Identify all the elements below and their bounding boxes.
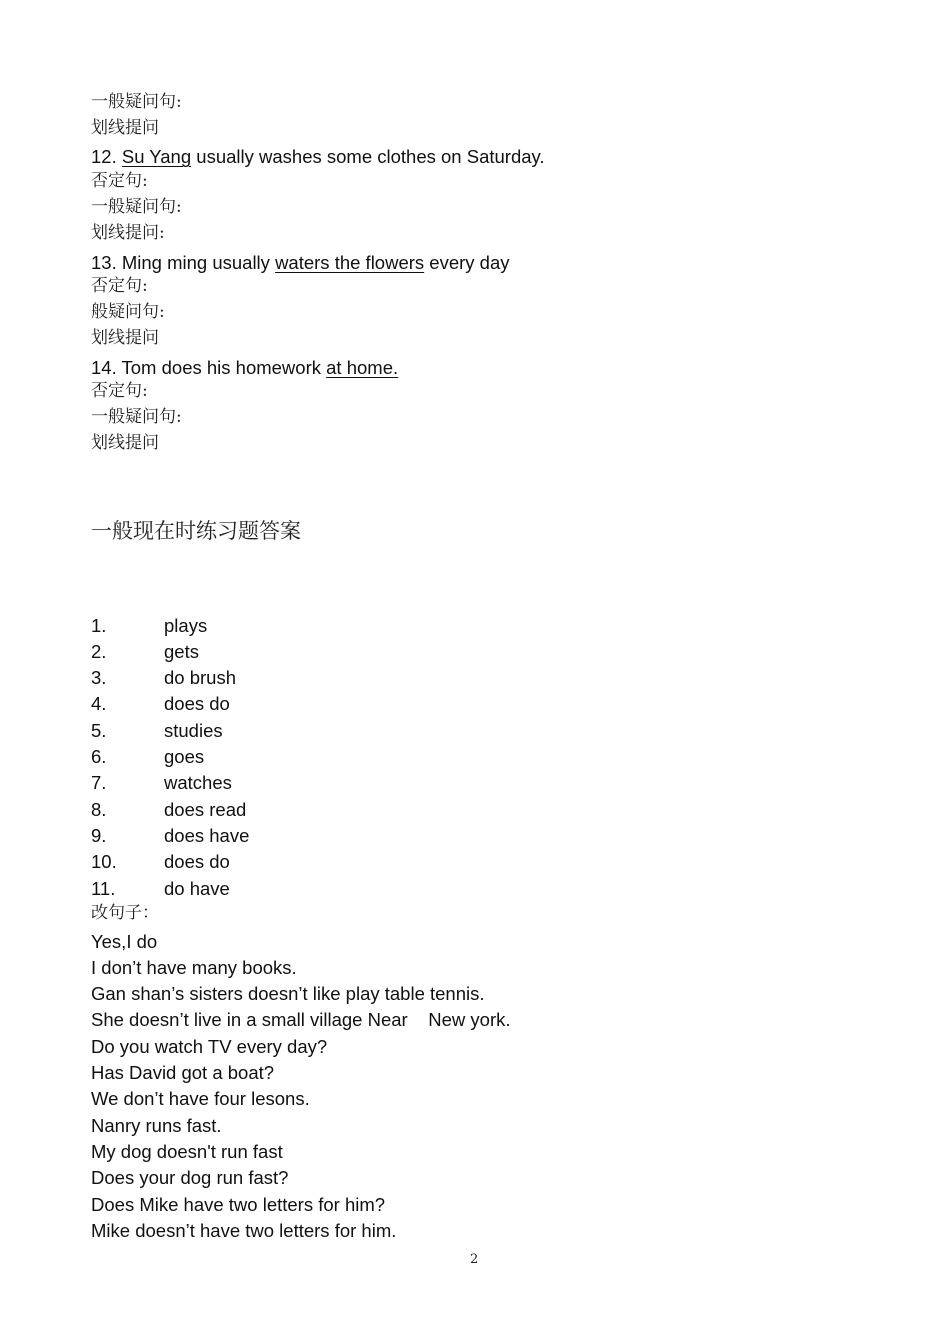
answer-number: 6. [91, 746, 107, 767]
answer-value: does do [164, 693, 230, 714]
q11-general-question-label: 一般疑问句: [91, 92, 182, 112]
answer-value: do have [164, 878, 230, 899]
answers-heading: 一般现在时练习题答案 [91, 519, 301, 543]
q13-underlined-phrase: waters the flowers [275, 252, 425, 273]
q12-underline-question-label: 划线提问: [91, 223, 165, 243]
rewrite-answer: I don’t have many books. [91, 957, 297, 978]
q13-sentence [91, 254, 510, 273]
rewrite-answer: Mike doesn’t have two letters for him. [91, 1220, 397, 1241]
q12-sentence [91, 148, 545, 167]
q14-underlined-phrase: at home. [326, 357, 399, 378]
rewrite-answer: Has David got a boat? [91, 1062, 275, 1083]
answer-number: 3. [91, 667, 107, 688]
rewrite-answer: We don’t have four lesons. [91, 1088, 310, 1109]
answer-value: gets [164, 641, 199, 662]
q12-negative-label: 否定句: [91, 171, 148, 191]
rewrite-answer: Does your dog run fast? [91, 1167, 289, 1188]
rewrite-answer: Gan shan’s sisters doesn’t like play table tennis. [91, 983, 485, 1004]
answer-value: plays [164, 615, 208, 636]
q12-underlined-phrase: Su Yang [121, 146, 192, 167]
answer-number: 7. [91, 772, 107, 793]
q12-number: 12. [91, 146, 117, 167]
q14-negative-label: 否定句: [91, 381, 148, 401]
q14-general-question-label: 一般疑问句: [91, 407, 182, 427]
answer-value: goes [164, 746, 205, 767]
q13-underline-question-label: 划线提问 [91, 328, 159, 348]
answer-value: does have [164, 825, 250, 846]
q14-prefix: 14. Tom does his homework [91, 357, 327, 378]
q13-prefix: 13. Ming ming usually [91, 252, 276, 273]
answer-number: 2. [91, 641, 107, 662]
answer-number: 4. [91, 693, 107, 714]
rewrite-answer: Does Mike have two letters for him? [91, 1194, 386, 1215]
answer-number: 9. [91, 825, 107, 846]
q11-underline-question-label: 划线提问 [91, 118, 159, 138]
q12-general-question-label: 一般疑问句: [91, 197, 182, 217]
q13-general-question-label: 般疑问句: [91, 302, 165, 322]
answer-value: do brush [164, 667, 236, 688]
q14-underline-question-label: 划线提问 [91, 433, 159, 453]
rewrite-answer: Yes,I do [91, 931, 158, 952]
answer-number: 11. [91, 878, 116, 899]
answer-number: 5. [91, 720, 107, 741]
page-number: 2 [470, 1252, 479, 1267]
rewrite-answer: Nanry runs fast. [91, 1115, 222, 1136]
rewrite-answer: She doesn’t live in a small village Near New york. [91, 1009, 511, 1030]
q12-rest: usually washes some clothes on Saturday. [191, 146, 545, 167]
answer-value: watches [164, 772, 232, 793]
q13-negative-label: 否定句: [91, 276, 148, 296]
q13-rest: every day [424, 252, 510, 273]
answer-value: does do [164, 851, 230, 872]
answer-number: 10. [91, 851, 117, 872]
answer-number: 1. [91, 615, 107, 636]
q14-sentence [91, 359, 398, 378]
rewrite-answer: My dog doesn't run fast [91, 1141, 283, 1162]
answer-number: 8. [91, 799, 107, 820]
rewrite-heading: 改句子： [91, 903, 159, 923]
answer-value: studies [164, 720, 223, 741]
answer-value: does read [164, 799, 247, 820]
rewrite-answer: Do you watch TV every day? [91, 1036, 328, 1057]
